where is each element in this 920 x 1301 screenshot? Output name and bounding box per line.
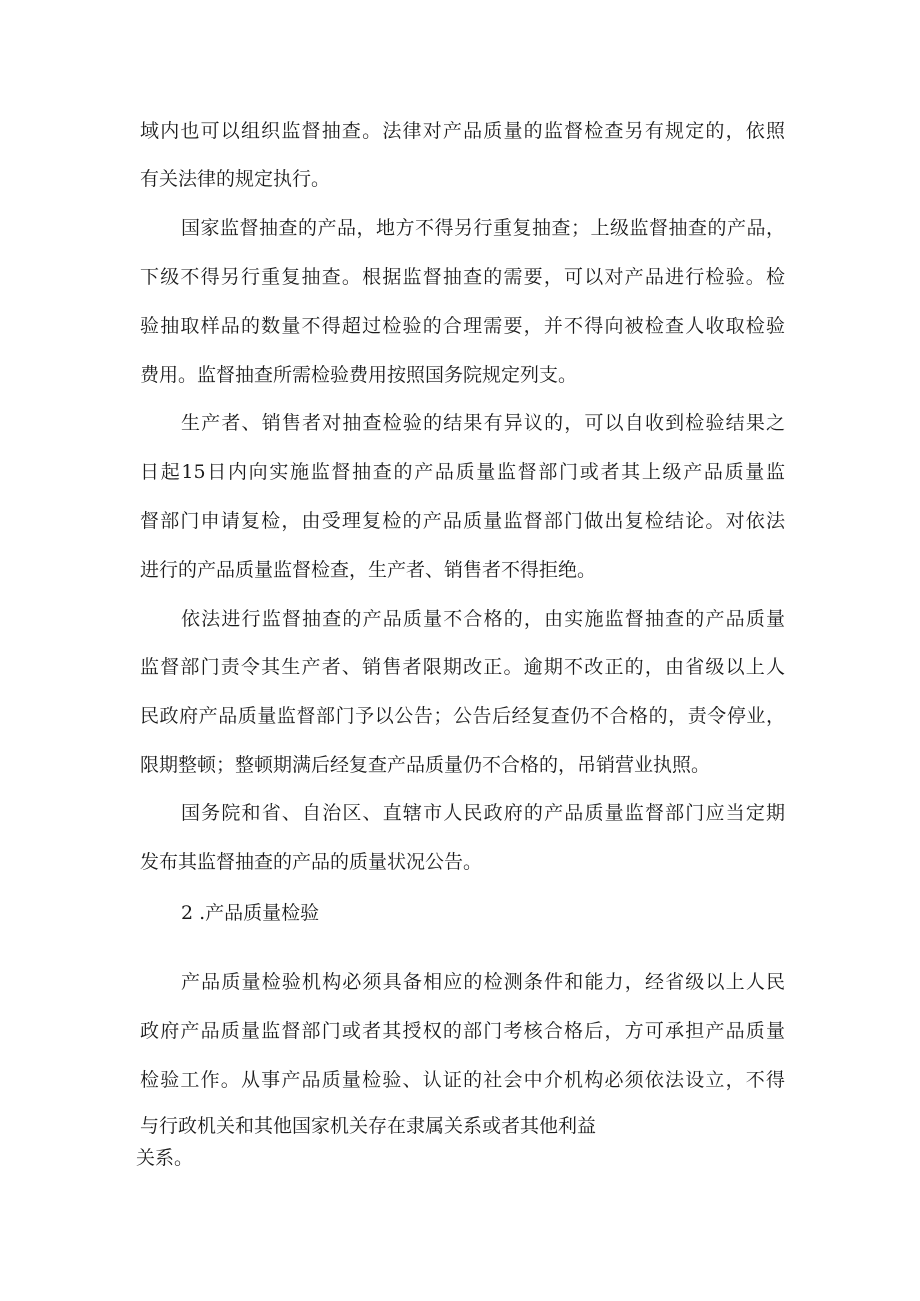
paragraph-5-line-1: 国务院和省、自治区、直辖市人民政府的产品质量监督部门应当定期 — [181, 802, 785, 824]
paragraph-2-line-4: 费用。监督抽查所需检验费用按照国务院规定列支。 — [140, 364, 578, 386]
paragraph-3-line-1: 生产者、销售者对抽查检验的结果有异议的，可以自收到检验结果之 — [181, 412, 785, 434]
section-paragraph-line-4: 与行政机关和其他国家机关存在隶属关系或者其他利益 — [140, 1115, 597, 1137]
paragraph-3-line-3: 督部门申请复检，由受理复检的产品质量监督部门做出复检结论。对依法 — [140, 510, 785, 532]
section-paragraph-line-3: 检验工作。从事产品质量检验、认证的社会中介机构必须依法设立，不得 — [140, 1069, 785, 1091]
section-paragraph-line-5: 关系。 — [136, 1147, 194, 1169]
paragraph-1-line-1: 域内也可以组织监督抽查。法律对产品质量的监督检查另有规定的，依照 — [140, 120, 785, 142]
paragraph-1-line-2: 有关法律的规定执行。 — [140, 168, 331, 190]
paragraph-4-line-3: 民政府产品质量监督部门予以公告；公告后经复查仍不合格的，责令停业， — [140, 705, 785, 727]
paragraph-2-line-2: 下级不得另行重复抽查。根据监督抽查的需要，可以对产品进行检验。检 — [140, 266, 785, 288]
paragraph-3-line-4: 进行的产品质量监督检查，生产者、销售者不得拒绝。 — [140, 559, 597, 581]
section-paragraph-line-1: 产品质量检验机构必须具备相应的检测条件和能力，经省级以上人民 — [181, 971, 785, 993]
paragraph-4-line-1: 依法进行监督抽查的产品质量不合格的，由实施监督抽查的产品质量 — [181, 608, 785, 630]
paragraph-4-line-2: 监督部门责令其生产者、销售者限期改正。逾期不改正的，由省级以上人 — [140, 656, 785, 678]
paragraph-4-line-4: 限期整顿；整顿期满后经复查产品质量仍不合格的，吊销营业执照。 — [140, 754, 711, 776]
paragraph-2-line-1: 国家监督抽查的产品，地方不得另行重复抽查；上级监督抽查的产品， — [181, 217, 785, 239]
paragraph-5-line-2: 发布其监督抽查的产品的质量状况公告。 — [140, 851, 483, 873]
section-paragraph-line-2: 政府产品质量监督部门或者其授权的部门考核合格后，方可承担产品质量 — [140, 1020, 785, 1042]
paragraph-3-line-2: 日起15日内向实施监督抽查的产品质量监督部门或者其上级产品质量监 — [140, 461, 785, 483]
section-heading: 2 .产品质量检验 — [181, 902, 320, 924]
paragraph-2-line-3: 验抽取样品的数量不得超过检验的合理需要，并不得向被检查人收取检验 — [140, 315, 785, 337]
